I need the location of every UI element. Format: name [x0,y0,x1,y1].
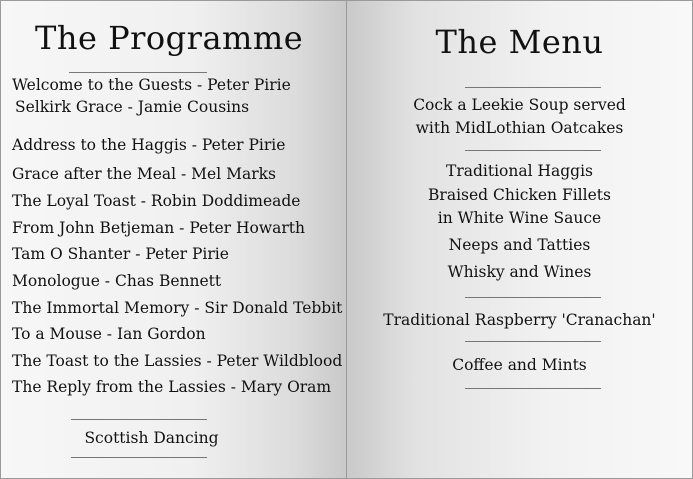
divider [465,388,601,389]
programme-item: Grace after the Meal - Mel Marks [12,165,276,183]
divider [465,297,601,298]
divider [71,457,207,458]
divider [71,419,207,420]
menu-item: Whisky and Wines [447,263,592,281]
menu-item: Neeps and Tatties [448,236,591,254]
programme-item: Tam O Shanter - Peter Pirie [12,245,229,263]
programme-item: The Reply from the Lassies - Mary Oram [12,378,332,396]
programme-item: From John Betjeman - Peter Howarth [12,219,305,237]
programme-item: The Immortal Memory - Sir Donald Tebbit [12,299,343,317]
programme-item: Welcome to the Guests - Peter Pirie [12,76,291,94]
programme-item: Address to the Haggis - Peter Pirie [12,136,286,154]
menu-page [347,0,693,479]
menu-item: Braised Chicken Fillets [428,186,611,204]
programme-item: Selkirk Grace - Jamie Cousins [15,98,250,116]
divider [69,72,207,73]
programme-item: The Toast to the Lassies - Peter Wildblood [12,352,343,370]
menu-item: Cock a Leekie Soup served [413,96,626,114]
menu-item: Traditional Raspberry 'Cranachan' [383,311,656,329]
programme-item: Monologue - Chas Bennett [12,272,222,290]
menu-item: Traditional Haggis [445,162,593,180]
closing-item: Scottish Dancing [84,429,219,447]
divider [465,150,601,151]
menu-item: in White Wine Sauce [437,209,602,227]
divider [465,87,601,88]
menu-item: with MidLothian Oatcakes [415,119,624,137]
programme-item: To a Mouse - Ian Gordon [12,325,206,343]
divider [465,341,601,342]
programme-item: The Loyal Toast - Robin Doddimeade [12,192,301,210]
menu-title: The Menu [435,23,604,61]
menu-item: Coffee and Mints [452,356,587,374]
programme-title: The Programme [35,19,304,57]
